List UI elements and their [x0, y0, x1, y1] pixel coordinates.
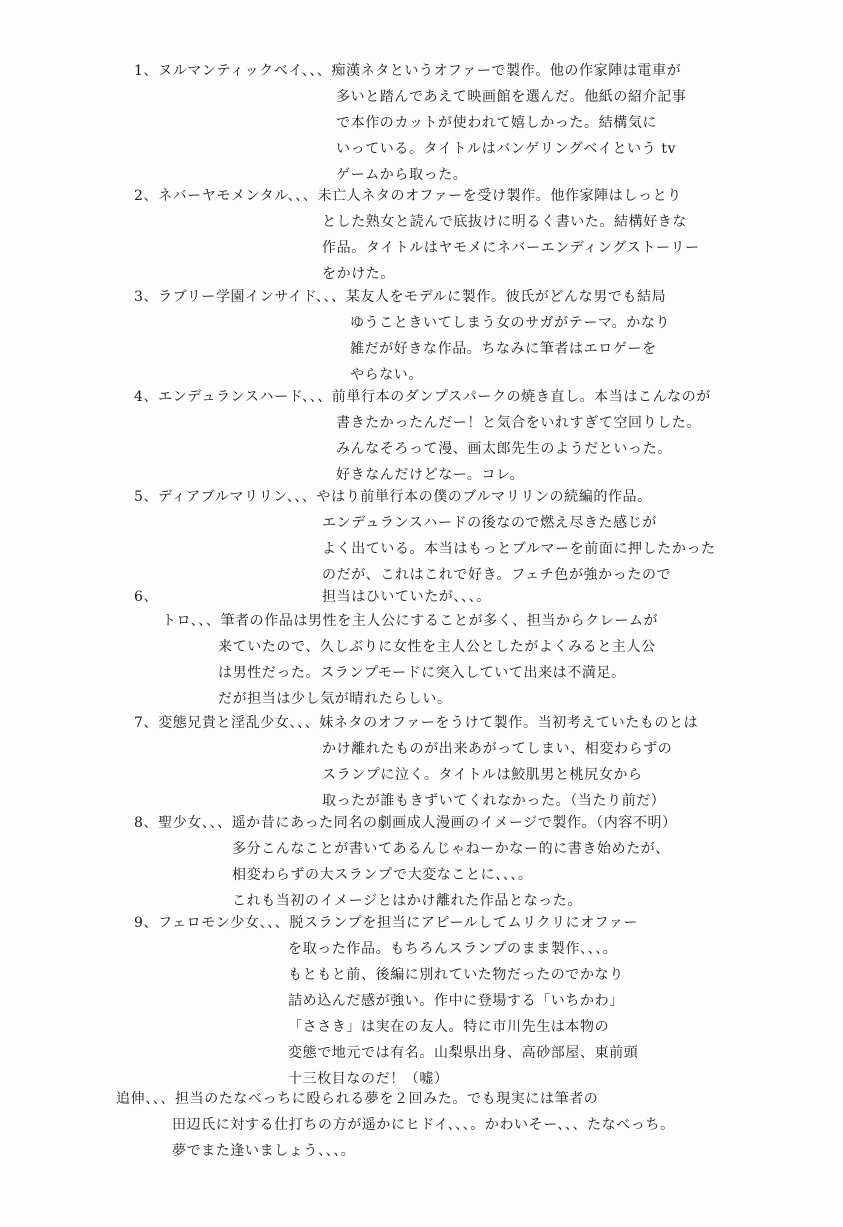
text-line: で本作のカットが使われて嬉しかった。結構気に	[336, 115, 658, 131]
text-line: 十三枚目なのだ！（嘘）	[288, 1071, 449, 1087]
text-line: いっている。タイトルはバンゲリングベイという tv	[336, 141, 677, 157]
text-line: のだが、これはこれで好き。フェチ色が強かったので	[322, 567, 672, 583]
text-line: 4、エンデュランスハード、、、前単行本のダンプスパークの焼き直し。本当はこんなのが	[134, 389, 711, 405]
text-line: ゲームから取った。	[336, 167, 468, 183]
text-line: 5、ディアブルマリリン、、、やはり前単行本の僕のブルマリリンの続編的作品。	[134, 489, 652, 505]
text-line: 9、フェロモン少女、、、脱スランプを担当にアピールしてムリクリにオファー	[134, 915, 638, 931]
text-line: は男性だった。スランプモードに突入していて出来は不満足。	[218, 665, 626, 681]
text-line: 3、ラブリー学園インサイド、、、某友人をモデルに製作。彼氏がどんな男でも結局	[134, 289, 667, 305]
text-line: これも当初のイメージとはかけ離れた作品となった。	[232, 893, 582, 909]
text-line: 変態で地元では有名。山梨県出身、高砂部屋、東前頭	[288, 1045, 639, 1061]
text-line: よく出ている。本当はもっとブルマーを前面に押したかった	[322, 541, 716, 557]
text-line: 作品。タイトルはヤモメにネバーエンディングストーリー	[322, 240, 700, 256]
text-line: 書きたかったんだー！と気合をいれすぎて空回りした。	[336, 415, 701, 431]
text-line: 相変わらずの大スランプで大変なことに、、、。	[232, 867, 533, 883]
text-line: 「ささき」は実在の友人。特に市川先生は本物の	[288, 1019, 610, 1035]
text-line: ゆうこときいてしまう女のサガがテーマ。かなり	[350, 315, 671, 331]
text-line: とした熟女と読んで底抜けに明るく書いた。結構好きな	[322, 214, 687, 230]
text-line: 7、変態兄貴と淫乱少女、、、妹ネタのオファーをうけて製作。当初考えていたものとは	[134, 715, 699, 731]
text-line: 8、聖少女、、、遥か昔にあった同名の劇画成人漫画のイメージで製作。（内容不明）	[134, 815, 677, 831]
text-line: 担当はひいていたが、、、。	[322, 589, 491, 605]
text-line: をかけた。	[322, 266, 395, 282]
text-line: 雑だが好きな作品。ちなみに筆者はエロゲーを	[350, 341, 657, 357]
text-line: 2、ネバーヤモメンタル、、、未亡人ネタのオファーを受け製作。他作家陣はしっとり	[134, 188, 682, 204]
text-line: 取ったが誰もきずいてくれなかった。（当たり前だ）	[322, 793, 666, 809]
text-line: 好きなんだけどなー。コレ。	[336, 467, 525, 483]
text-line: 多分こんなことが書いてあるんじゃねーかなー的に書き始めたが、	[232, 841, 670, 857]
text-line: みんなそろって漫、画太郎先生のようだといった。	[336, 441, 672, 457]
text-line: 田辺氏に対する仕打ちの方が遥かにヒドイ、、、。かわいそー、、、たなべっち。	[172, 1117, 675, 1133]
text-line: もともと前、後編に別れていた物だったのでかなり	[288, 967, 624, 983]
text-line: を取った作品。もちろんスランプのまま製作、、、。	[288, 941, 618, 957]
text-line: 多いと踏んであえて映画館を選んだ。他紙の紹介記事	[336, 89, 687, 105]
text-line: スランプに泣く。タイトルは鮫肌男と桃尻女から	[322, 767, 643, 783]
text-line: やらない。	[350, 367, 423, 383]
text-line: かけ離れたものが出来あがってしまい、相変わらずの	[322, 741, 673, 757]
text-line: トロ、、、筆者の作品は男性を主人公にすることが多く、担当からクレームが	[162, 613, 659, 629]
text-line: エンデュランスハードの後なので燃え尽きた感じが	[322, 515, 657, 531]
text-line: 詰め込んだ感が強い。作中に登場する「いちかわ」	[288, 993, 624, 1009]
text-line: 1、ヌルマンティックベイ、、、痴漢ネタというオファーで製作。他の作家陣は電車が	[134, 63, 682, 79]
text-line: 6、	[134, 589, 159, 605]
text-line: 追伸、、、担当のたなべっちに殴られる夢を２回みた。でも現実には筆者の	[116, 1091, 599, 1107]
text-line: 来ていたので、久しぶりに女性を主人公としたがよくみると主人公	[218, 639, 656, 655]
text-line: だが担当は少し気が晴れたらしい。	[218, 691, 452, 707]
text-line: 夢でまた逢いましょう、、、。	[172, 1143, 356, 1159]
